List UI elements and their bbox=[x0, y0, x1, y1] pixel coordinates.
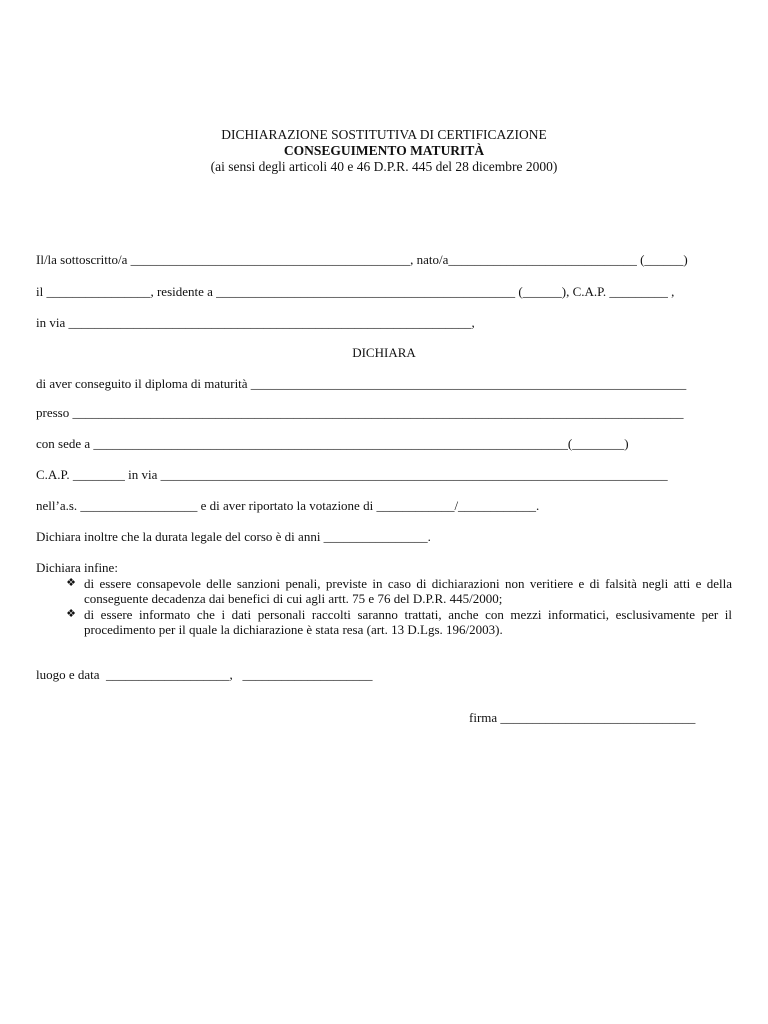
declaration-text: di essere consapevole delle sanzioni penali, previste in caso di dichiarazioni non veritiere e di falsità negli atti e della conseguente decadenza dai benefici di cui agli artt. 75 e 76 del D.P.R. 445/2000; bbox=[84, 575, 732, 606]
place-date-line: luogo e data ___________________, ____________________ bbox=[36, 667, 373, 682]
form-line-residence: il ________________, residente a ______________________________________________ (______), C.A.P. _________ , bbox=[36, 284, 675, 299]
header-subtitle: CONSEGUIMENTO MATURITÀ bbox=[283, 143, 485, 158]
form-line-diploma: di aver conseguito il diploma di maturità ___________________________________________________________________ bbox=[36, 376, 687, 391]
form-line-name-birth: Il/la sottoscritto/a ___________________________________________, nato/a_____________________________ (______) bbox=[36, 252, 688, 267]
declaration-item bbox=[36, 607, 732, 638]
form-line-school-city: con sede a _________________________________________________________________________(________) bbox=[36, 436, 629, 451]
declaration-text: di essere informato che i dati personali raccolti saranno trattati, anche con mezzi informatici, esclusivamente per il procedimento per il quale la dichiarazione è stata resa (art. 13 D.Lgs. 196/2003). bbox=[84, 606, 732, 637]
signature-line: firma ______________________________ bbox=[469, 710, 696, 725]
document-header bbox=[0, 127, 768, 175]
form-line-course-duration: Dichiara inoltre che la durata legale del corso è di anni ________________. bbox=[36, 529, 431, 544]
diamond-bullet-icon: ❖ bbox=[66, 607, 76, 620]
form-line-address: in via ______________________________________________________________, bbox=[36, 315, 475, 330]
declarations-section bbox=[36, 560, 732, 638]
form-line-school: presso ______________________________________________________________________________________________ bbox=[36, 405, 684, 420]
header-title: DICHIARAZIONE SOSTITUTIVA DI CERTIFICAZIONE bbox=[221, 127, 547, 142]
dichiara-heading: DICHIARA bbox=[352, 345, 416, 360]
form-line-year-grade: nell’a.s. __________________ e di aver riportato la votazione di ____________/____________. bbox=[36, 498, 540, 513]
header-legal-reference: (ai sensi degli articoli 40 e 46 D.P.R. 445 del 28 dicembre 2000) bbox=[210, 159, 558, 174]
diamond-bullet-icon: ❖ bbox=[66, 576, 76, 589]
declarations-intro: Dichiara infine: bbox=[36, 560, 118, 575]
declaration-item bbox=[36, 576, 732, 607]
form-line-school-address: C.A.P. ________ in via ______________________________________________________________________________ bbox=[36, 467, 668, 482]
